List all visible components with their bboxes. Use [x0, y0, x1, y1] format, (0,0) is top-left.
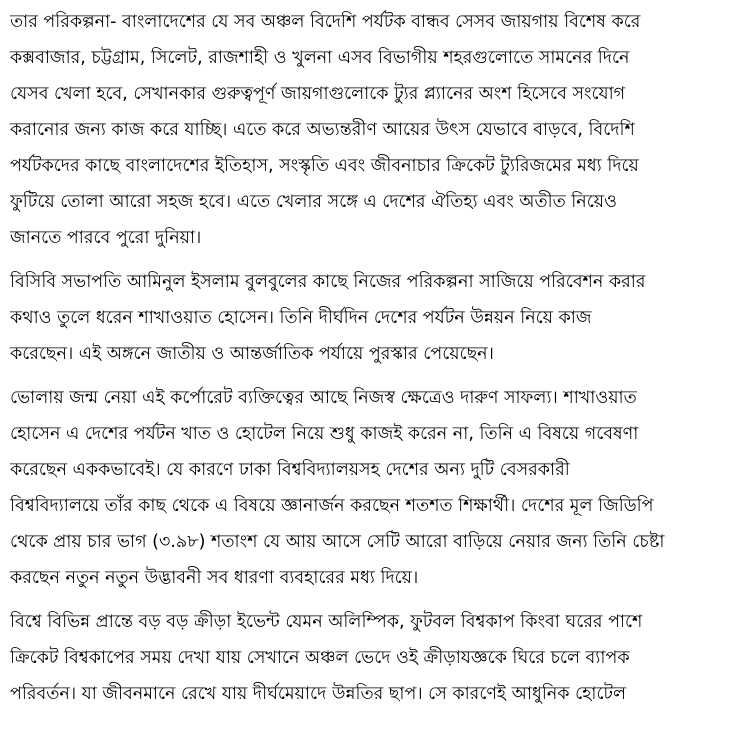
- text-line: যেসব খেলা হবে, সেখানকার গুরুত্বপূর্ণ জায়গাগুলোকে ট্যুর প্ল্যানের অংশ হিসেবে সংযোগ: [10, 84, 626, 104]
- text-line: করেছেন। এই অঙ্গনে জাতীয় ও আন্তর্জাতিক পর্যায়ে পুরস্কার পেয়েছেন।: [10, 344, 494, 364]
- text-line: পরিবর্তন। যা জীবনমানে রেখে যায় দীর্ঘমেয়াদে উন্নতির ছাপ। সে কারণেই আধুনিক হোটেল: [10, 684, 627, 704]
- paragraph-3: [10, 380, 734, 596]
- text-line: বিশ্ববিদ্যালয়ে তাঁর কাছ থেকে এ বিষয়ে জ্ঞানার্জন করছেন শতশত শিক্ষার্থী। দেশের মূল জিডিপি: [10, 496, 654, 516]
- text-line: বিশ্বে বিভিন্ন প্রান্তে বড় বড় ক্রীড়া ইভেন্ট যেমন অলিম্পিক, ফুটবল বিশ্বকাপ কিংবা ঘরের পাশে: [10, 612, 643, 632]
- text-line: ভোলায় জন্ম নেয়া এই কর্পোরেট ব্যক্তিত্বের আছে নিজস্ব ক্ষেত্রেও দারুণ সাফল্য। শাখাওয়াত: [10, 388, 637, 408]
- text-line: করানোর জন্য কাজ করে যাচ্ছি। এতে করে অভ্যন্তরীণ আয়ের উৎস যেভাবে বাড়বে, বিদেশি: [10, 120, 635, 140]
- text-line: হোসেন এ দেশের পর্যটন খাত ও হোটেল নিয়ে শুধু কাজই করেন না, তিনি এ বিষয়ে গবেষণা: [10, 424, 639, 444]
- text-line: করছেন নতুন নতুন উদ্ভাবনী সব ধারণা ব্যবহারের মধ্য দিয়ে।: [10, 568, 419, 588]
- text-line: করেছেন এককভাবেই। যে কারণে ঢাকা বিশ্ববিদ্যালয়সহ দেশের অন্য দুটি বেসরকারী: [10, 460, 570, 480]
- text-line: পর্যটকদের কাছে বাংলাদেশের ইতিহাস, সংস্কৃতি এবং জীবনাচার ক্রিকেট ট্যুরিজমের মধ্য দিয়ে: [10, 156, 639, 176]
- paragraph-1: [10, 4, 734, 256]
- text-line: থেকে প্রায় চার ভাগ (৩.৯৮) শতাংশ যে আয় আসে সেটি আরো বাড়িয়ে নেয়ার জন্য তিনি চেষ্টা: [10, 532, 665, 552]
- paragraph-4: [10, 604, 734, 712]
- text-line: জানতে পারবে পুরো দুনিয়া।: [10, 228, 202, 248]
- text-line: ফুটিয়ে তোলা আরো সহজ হবে। এতে খেলার সঙ্গে এ দেশের ঐতিহ্য এবং অতীত নিয়েও: [10, 192, 617, 212]
- paragraph-2: [10, 264, 734, 372]
- text-line: ক্রিকেট বিশ্বকাপের সময় দেখা যায় সেখানে অঞ্চল ভেদে ওই ক্রীড়াযজ্ঞকে ঘিরে চলে ব্যাপক: [10, 648, 630, 668]
- text-line: কথাও তুলে ধরেন শাখাওয়াত হোসেন। তিনি দীর্ঘদিন দেশের পর্যটন উন্নয়ন নিয়ে কাজ: [10, 308, 592, 328]
- text-line: তার পরিকল্পনা- বাংলাদেশের যে সব অঞ্চল বিদেশি পর্যটক বান্ধব সেসব জায়গায় বিশেষ করে: [10, 12, 641, 32]
- text-line: কক্সবাজার, চট্টগ্রাম, সিলেট, রাজশাহী ও খুলনা এসব বিভাগীয় শহরগুলোতে সামনের দিনে: [10, 48, 630, 68]
- text-line: বিসিবি সভাপতি আমিনুল ইসলাম বুলবুলের কাছে নিজের পরিকল্পনা সাজিয়ে পরিবেশন করার: [10, 272, 646, 292]
